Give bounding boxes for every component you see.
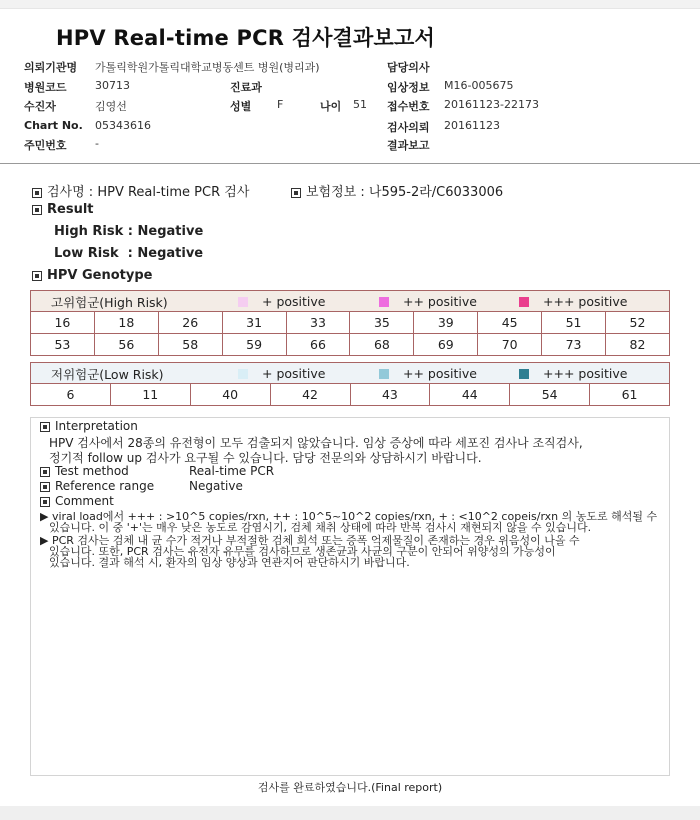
comment-row	[40, 494, 114, 508]
genotype-cell: 52	[606, 312, 670, 334]
legend-plus2: ++ positive	[379, 294, 477, 309]
bullet-square-icon	[40, 482, 50, 492]
low-risk-result: Low Risk : Negative	[54, 246, 204, 261]
low-risk-header	[30, 362, 670, 384]
reference-label: Reference range	[55, 479, 155, 493]
receiver-value: 김영선	[95, 100, 127, 113]
swatch-plus3-icon	[519, 297, 529, 307]
receipt-label: 접수번호	[387, 100, 430, 113]
bullet-square-icon	[32, 271, 42, 281]
genotype-cell: 58	[158, 334, 222, 356]
comment-2-line-1: ▶ PCR 검사는 검체 내 균 수가 적거나 부적절한 검체 희석 또는 증폭 억제물질이 존재하는 경우 위음성이 나올 수	[40, 534, 580, 547]
swatch-plus-icon	[238, 369, 248, 379]
genotype-cell: 59	[222, 334, 286, 356]
low-risk-table	[30, 383, 670, 406]
hospital-code-label: 병원코드	[24, 81, 67, 94]
genotype-heading: HPV Genotype	[47, 268, 153, 283]
header-divider	[0, 163, 700, 164]
genotype-cell: 6	[31, 384, 111, 406]
comment-1-line-1: ▶ viral load에서 +++ : >10^5 copies/rxn, ++ : 10^5~10^2 copies/rxn, + : <10^2 copeis/rxn 의 농도로 해석될 수	[40, 510, 658, 523]
genotype-cell: 45	[478, 312, 542, 334]
swatch-plus2-icon	[379, 369, 389, 379]
genotype-cell: 42	[270, 384, 350, 406]
reference-value: Negative	[189, 479, 243, 493]
clinical-label: 임상정보	[387, 81, 430, 94]
test-name-value: HPV Real-time PCR 검사	[97, 185, 250, 200]
genotype-cell: 61	[590, 384, 670, 406]
test-name-label: 검사명 :	[47, 185, 94, 200]
test-method-label: Test method	[55, 464, 129, 478]
request-label: 검사의뢰	[387, 121, 430, 134]
genotype-cell: 44	[430, 384, 510, 406]
table-row	[31, 334, 670, 356]
insurance-row	[291, 181, 503, 200]
resident-label: 주민번호	[24, 139, 67, 152]
genotype-cell: 68	[350, 334, 414, 356]
chart-label: Chart No.	[24, 119, 83, 132]
genotype-cell: 70	[478, 334, 542, 356]
bullet-square-icon	[40, 497, 50, 507]
sex-label: 성별	[230, 100, 252, 113]
genotype-cell: 16	[31, 312, 95, 334]
genotype-cell: 40	[190, 384, 270, 406]
request-value: 20161123	[444, 119, 500, 132]
legend-plus3: +++ positive	[519, 366, 627, 381]
genotype-cell: 56	[94, 334, 158, 356]
genotype-cell: 54	[510, 384, 590, 406]
table-row	[31, 384, 670, 406]
interpretation-line-2: 정기적 follow up 검사가 요구될 수 있습니다. 담당 전문의와 상담하시기 바랍니다.	[49, 451, 482, 465]
bullet-square-icon	[40, 467, 50, 477]
comment-2-line-3: 있습니다. 결과 해석 시, 환자의 임상 양상과 연관지어 판단하시기 바랍니다.	[49, 556, 410, 569]
receiver-label: 수진자	[24, 100, 56, 113]
genotype-cell: 43	[350, 384, 430, 406]
table-row	[31, 312, 670, 334]
interpretation-line-1: HPV 검사에서 28종의 유전형이 모두 검출되지 않았습니다. 임상 증상에 따라 세포진 검사나 조직검사,	[49, 436, 583, 450]
resident-value: -	[95, 137, 99, 150]
swatch-plus3-icon	[519, 369, 529, 379]
high-risk-table	[30, 311, 670, 356]
bullet-square-icon	[32, 188, 42, 198]
chart-value: 05343616	[95, 119, 151, 132]
institution-label: 의뢰기관명	[24, 61, 78, 74]
comment-2-line-2: 있습니다. 또한, PCR 검사는 유전자 유무를 검사하므로 생존균과 사균의 구분이 안되어 위양성의 가능성이	[49, 545, 556, 558]
genotype-cell: 82	[606, 334, 670, 356]
genotype-cell: 51	[542, 312, 606, 334]
genotype-cell: 33	[286, 312, 350, 334]
genotype-cell: 39	[414, 312, 478, 334]
high-risk-header	[30, 290, 670, 312]
genotype-cell: 18	[94, 312, 158, 334]
comment-label: Comment	[55, 494, 114, 508]
reference-row	[40, 479, 154, 493]
genotype-cell: 31	[222, 312, 286, 334]
high-risk-label: 고위험군(High Risk)	[51, 295, 168, 310]
final-report-note: 검사를 완료하였습니다.(Final report)	[257, 781, 443, 794]
hospital-code-value: 30713	[95, 79, 130, 92]
test-method-row	[40, 464, 129, 478]
legend-plus3: +++ positive	[519, 294, 627, 309]
sex-value: F	[277, 98, 284, 111]
genotype-cell: 35	[350, 312, 414, 334]
comment-1-line-2: 있습니다. 이 중 '+'는 매우 낮은 농도로 감염시기, 검체 채취 상태에 따라 반복 검사시 재현되지 않을 수 있습니다.	[49, 521, 592, 534]
legend-plus: + positive	[238, 366, 325, 381]
interpretation-heading: Interpretation	[55, 419, 138, 433]
legend-plus2: ++ positive	[379, 366, 477, 381]
genotype-cell: 53	[31, 334, 95, 356]
age-value: 51	[353, 98, 367, 111]
result-heading-row	[32, 202, 94, 217]
genotype-cell: 73	[542, 334, 606, 356]
test-name-row	[32, 181, 249, 200]
bullet-square-icon	[40, 422, 50, 432]
insurance-label: 보험정보 :	[306, 185, 365, 200]
genotype-cell: 26	[158, 312, 222, 334]
interpretation-heading-row	[40, 419, 138, 433]
swatch-plus2-icon	[379, 297, 389, 307]
high-risk-result: High Risk : Negative	[54, 224, 204, 239]
doctor-label: 담당의사	[387, 61, 430, 74]
swatch-plus-icon	[238, 297, 248, 307]
genotype-cell: 66	[286, 334, 350, 356]
institution-value: 가톨릭학원가톨릭대학교병동센트 병원(병리과)	[95, 61, 320, 74]
age-label: 나이	[320, 100, 342, 113]
bottom-band	[0, 806, 700, 820]
result-heading: Result	[47, 202, 94, 217]
report-title: HPV Real-time PCR 검사결과보고서	[56, 26, 435, 50]
receipt-value: 20161123-22173	[444, 98, 539, 111]
department-label: 진료과	[230, 81, 262, 94]
genotype-cell: 69	[414, 334, 478, 356]
bullet-square-icon	[291, 188, 301, 198]
legend-plus: + positive	[238, 294, 325, 309]
genotype-cell: 11	[110, 384, 190, 406]
top-band	[0, 0, 700, 9]
low-risk-label: 저위험군(Low Risk)	[51, 367, 164, 382]
insurance-value: 나595-2라/C6033006	[368, 185, 504, 200]
report-label: 결과보고	[387, 139, 430, 152]
test-method-value: Real-time PCR	[189, 464, 275, 478]
bullet-square-icon	[32, 205, 42, 215]
clinical-value: M16-005675	[444, 79, 514, 92]
genotype-heading-row	[32, 268, 152, 283]
